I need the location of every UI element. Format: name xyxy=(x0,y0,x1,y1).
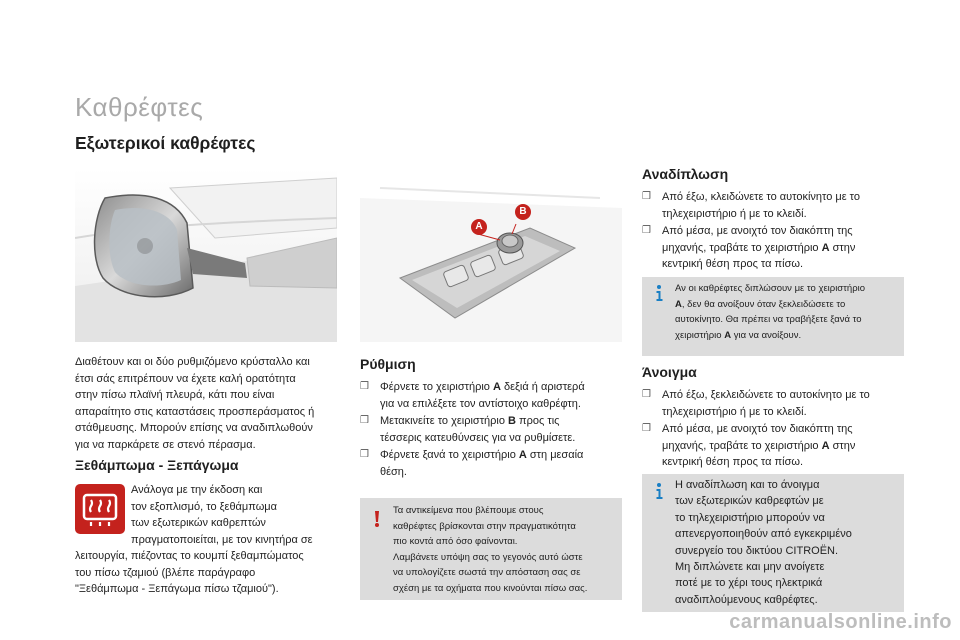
warning-line: Λαμβάνετε υπόψη σας το γεγονός αυτό ώστε xyxy=(393,551,583,563)
warning-line: καθρέφτες βρίσκονται στην πραγματικότητα xyxy=(393,520,576,532)
info-line: αναδιπλούμενους καθρέφτες. xyxy=(675,593,818,606)
defrost-heading: Ξεθάμπωμα - Ξεπάγωμα xyxy=(75,457,239,473)
page-title: Καθρέφτες xyxy=(75,92,204,122)
label-a-badge: A xyxy=(471,219,487,235)
list-item: ❒ Φέρνετε το χειριστήριο A δεξιά ή αριστερά για να επιλέξετε τον αντίστοιχο καθρέφτη. xyxy=(360,381,585,410)
list-item: ❒ Μετακινείτε το χειριστήριο B προς τις τέσσερις κατευθύνσεις για να ρυθμίσετε. xyxy=(360,415,576,444)
defrost-text-indented xyxy=(131,482,346,548)
warning-note xyxy=(360,498,622,600)
info-icon xyxy=(652,482,666,500)
defrost-line: λειτουργία, πιέζοντας το κουμπί ξεθαμπώματος xyxy=(75,550,304,562)
intro-line: για να παρκάρετε σε στενό πέρασμα. xyxy=(75,438,256,451)
info-line: το τηλεχειριστήριο μπορούν να xyxy=(675,511,825,524)
info-line: Μη διπλώνετε και μην ανοίγετε xyxy=(675,561,825,574)
warning-icon xyxy=(370,510,384,528)
rear-defrost-icon xyxy=(75,484,125,534)
watermark: carmanualsonline.info xyxy=(729,611,952,633)
defrost-line: του πίσω τζαμιού (βλέπε παράγραφο xyxy=(75,566,256,579)
info-line: αυτοκίνητο. Θα πρέπει να τραβήξετε ξανά το xyxy=(675,314,862,325)
mirror-switch-photo xyxy=(360,168,622,342)
defrost-line: πραγματοποιείται, με τον κινητήρα σε xyxy=(131,533,313,546)
fold-info-note xyxy=(642,277,904,356)
warning-line: Τα αντικείμενα που βλέπουμε στους xyxy=(393,505,544,516)
info-line: χειριστήριο A για να ανοίξουν. xyxy=(675,329,802,341)
list-item: ❒ Από έξω, ξεκλειδώνετε το αυτοκίνητο με το τηλεχειριστήριο ή με το κλειδί. xyxy=(642,389,870,418)
open-info-note xyxy=(642,474,904,612)
section-title: Εξωτερικοί καθρέφτες xyxy=(75,133,256,153)
warning-line: σχέση με τα οχήματα που κινούνται πίσω σας. xyxy=(393,582,588,594)
defrost-line: Ανάλογα με την έκδοση και xyxy=(131,484,263,496)
list-item: ❒ Από έξω, κλειδώνετε το αυτοκίνητο με το τηλεχειριστήριο ή με το κλειδί. xyxy=(642,191,860,220)
warning-line: να υπολογίζετε σωστά την απόσταση σας σε xyxy=(393,567,581,578)
defrost-text-full xyxy=(75,548,350,598)
intro-line: έτσι σάς επιτρέπουν να έχετε καλή ορατότητα xyxy=(75,372,296,385)
intro-line: στάθμευσης. Μπορούν επίσης να αναδιπλωθούν xyxy=(75,422,313,435)
info-line: ποτέ με το χέρι τους ηλεκτρικά xyxy=(675,577,823,590)
warning-line: πιο κοντά από όσο φαίνονται. xyxy=(393,536,518,547)
adjust-heading: Ρύθμιση xyxy=(360,356,416,372)
adjust-bullets xyxy=(360,379,625,482)
fold-bullets xyxy=(642,189,907,274)
defrost-line: των εξωτερικών καθρεπτών xyxy=(131,517,266,530)
info-line: Αν οι καθρέφτες διπλώσουν με το χειριστήριο xyxy=(675,283,866,294)
defrost-line: τον εξοπλισμό, το ξεθάμπωμα xyxy=(131,500,277,513)
intro-line: Διαθέτουν και οι δύο ρυθμιζόμενο κρύσταλλο και xyxy=(75,356,310,368)
list-item: ❒ Από μέσα, με ανοιχτό τον διακόπτη της μηχανής, τραβάτε το χειριστήριο A στην κεντρική θέση προς τα πίσω. xyxy=(642,225,856,271)
intro-line: απαραίτητο στις καταστάσεις προσπεράσματος ή xyxy=(75,405,315,418)
list-item: ❒ Φέρνετε ξανά το χειριστήριο A στη μεσαία θέση. xyxy=(360,449,584,478)
info-line: A, δεν θα ανοίξουν όταν ξεκλειδώσετε το xyxy=(675,298,846,310)
open-heading: Άνοιγμα xyxy=(642,364,697,380)
label-b-badge: B xyxy=(515,204,531,220)
info-line: Η αναδίπλωση και το άνοιγμα xyxy=(675,479,820,491)
fold-heading: Αναδίπλωση xyxy=(642,166,729,182)
info-icon xyxy=(652,284,666,302)
list-item: ❒ Από μέσα, με ανοιχτό τον διακόπτη της μηχανής, τραβάτε το χειριστήριο A στην κεντρική θέση προς τα πίσω. xyxy=(642,423,856,469)
intro-paragraph xyxy=(75,354,345,454)
info-line: συνεργείο του δικτύου CITROËN. xyxy=(675,544,839,557)
intro-line: στην πίσω πλαϊνή πλευρά, κάτι που είναι xyxy=(75,389,275,402)
info-line: των εξωτερικών καθρεφτών με xyxy=(675,495,824,508)
exterior-mirror-photo xyxy=(75,168,337,342)
info-line: απενεργοποιηθούν από εγκεκριμένο xyxy=(675,528,852,541)
open-bullets xyxy=(642,387,907,472)
defrost-line: "Ξεθάμπωμα - Ξεπάγωμα πίσω τζαμιού"). xyxy=(75,583,279,596)
